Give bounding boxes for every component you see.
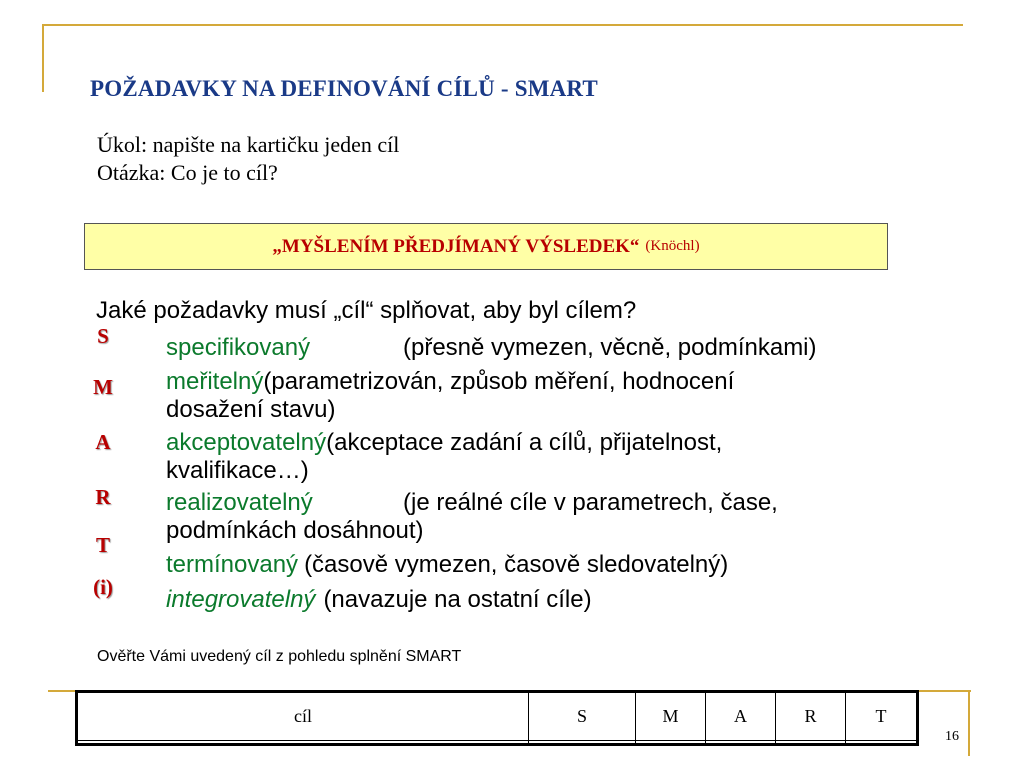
decor-bottom-right-line	[968, 690, 970, 756]
criterion-measurable	[166, 368, 734, 424]
criterion-integrable	[166, 586, 592, 614]
letter-a: A	[95, 430, 111, 454]
criterion-desc: (akceptace zadání a cílů, přijatelnost,	[326, 429, 723, 456]
smart-table	[75, 690, 919, 746]
criterion-specific	[166, 334, 817, 362]
criterion-term: termínovaný	[166, 551, 299, 578]
criterion-desc-cont: podmínkách dosáhnout)	[166, 517, 424, 544]
table-row	[77, 740, 918, 744]
slide-title: POŽADAVKY NA DEFINOVÁNÍ CÍLŮ - SMART	[90, 76, 598, 101]
page-number: 16	[945, 729, 959, 744]
criterion-desc: (je reálné cíle v parametrech, čase,	[403, 489, 778, 516]
table-header-row	[77, 692, 918, 741]
criterion-term: integrovatelný	[166, 586, 316, 613]
definition-box	[84, 223, 888, 270]
criterion-desc: (navazuje na ostatní cíle)	[323, 586, 592, 613]
criterion-timed	[166, 551, 728, 579]
criterion-term: meřitelný	[166, 368, 264, 395]
cell-goal	[77, 740, 529, 744]
criterion-term: specifikovaný	[166, 334, 311, 361]
letter-t: T	[95, 533, 110, 557]
header-t: T	[846, 692, 918, 741]
cell-t	[846, 740, 918, 744]
header-m: M	[636, 692, 706, 741]
criterion-term: akceptovatelný	[166, 429, 327, 456]
letter-i: (i)	[93, 575, 113, 599]
criterion-desc: (přesně vymezen, věcně, podmínkami)	[403, 334, 817, 361]
letter-r: R	[95, 485, 111, 509]
letter-s: S	[97, 324, 109, 348]
criteria-question: Jaké požadavky musí „cíl“ splňovat, aby byl cílem?	[96, 297, 637, 324]
criterion-desc-cont: kvalifikace…)	[166, 457, 309, 484]
criterion-realistic	[166, 489, 778, 545]
decor-left-line	[42, 24, 44, 92]
cell-a	[706, 740, 776, 744]
header-r: R	[776, 692, 846, 741]
definition-text: „MYŠLENÍM PŘEDJÍMANÝ VÝSLEDEK“	[272, 235, 640, 257]
header-goal: cíl	[77, 692, 529, 741]
letter-m: M	[93, 375, 113, 399]
criterion-desc: (parametrizován, způsob měření, hodnocení	[263, 368, 735, 395]
verify-instruction: Ověřte Vámi uvedený cíl z pohledu splnění SMART	[97, 648, 462, 665]
criterion-desc: (časově vymezen, časově sledovatelný)	[304, 551, 729, 578]
criterion-desc-cont: dosažení stavu)	[166, 396, 336, 423]
header-s: S	[529, 692, 636, 741]
question-line: Otázka: Co je to cíl?	[97, 160, 278, 185]
definition-author: (Knöchl)	[645, 238, 700, 254]
criterion-acceptable	[166, 429, 722, 485]
criterion-term: realizovatelný	[166, 489, 313, 516]
decor-top-line	[42, 24, 963, 26]
cell-m	[636, 740, 706, 744]
task-line: Úkol: napište na kartičku jeden cíl	[97, 132, 400, 157]
cell-r	[776, 740, 846, 744]
cell-s	[529, 740, 636, 744]
header-a: A	[706, 692, 776, 741]
